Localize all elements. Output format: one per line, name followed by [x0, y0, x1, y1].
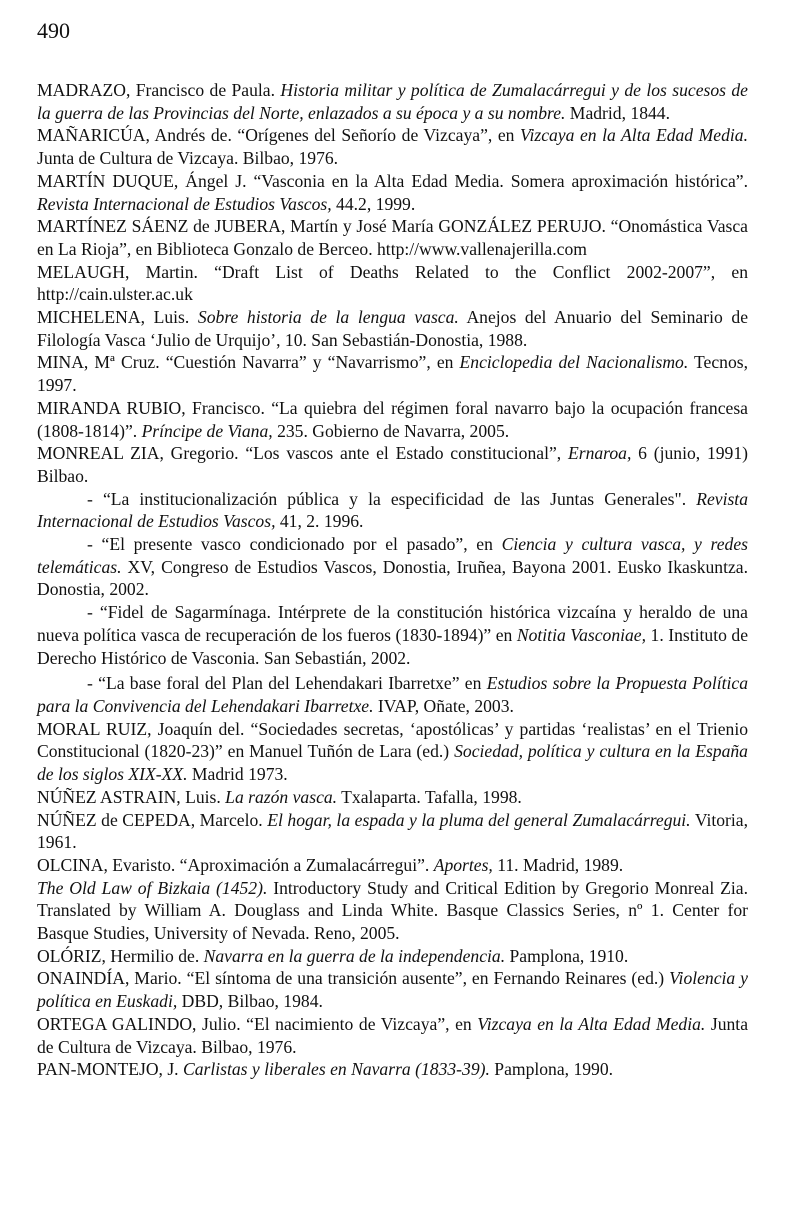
bibliography-entry: [37, 601, 748, 669]
bibliography-entry: [37, 672, 748, 717]
entry-text: NÚÑEZ de CEPEDA, Marcelo.: [37, 809, 268, 830]
entry-text: Pamplona, 1990.: [489, 1059, 614, 1080]
entry-text: MINA, Mª Cruz. “Cuestión Navarra” y “Navarrismo”, en: [37, 352, 460, 373]
entry-text: 41, 2. 1996.: [275, 511, 364, 532]
bibliography-entry: [37, 967, 748, 1012]
entry-text: - “La base foral del Plan del Lehendakari Ibarretxe” en: [87, 673, 487, 694]
entry-text: Madrid, 1844.: [565, 102, 670, 123]
entry-text: - “El presente vasco condicionado por el pasado”, en: [87, 534, 502, 555]
entry-text: Junta de Cultura de Vizcaya. Bilbao, 1976.: [37, 148, 339, 169]
entry-title-italic: Ernaroa,: [567, 443, 632, 464]
entry-text: MONREAL ZIA, Gregorio. “Los vascos ante el Estado constitucional”,: [37, 443, 568, 464]
bibliography-entry: [37, 1013, 748, 1058]
bibliography-entry: [37, 351, 748, 396]
entry-text: Anejos del Anuario del Seminario de Filología Vasca ‘Julio de Urquijo’, 10. San Sebastián-Donostia, 1988.: [37, 307, 749, 350]
bibliography-entry: [37, 442, 748, 487]
entry-text: - “La institucionalización pública y la especificidad de las Juntas Generales".: [87, 488, 697, 509]
bibliography-entry: [37, 945, 748, 968]
bibliography-entry: [37, 261, 748, 306]
bibliography-entry: [37, 786, 748, 809]
entry-text: XV, Congreso de Estudios Vascos, Donostia, Iruñea, Bayona 2001. Eusko Ikaskuntza. Donostia, 2002.: [37, 556, 748, 600]
entry-text: Pamplona, 1910.: [505, 945, 629, 966]
entry-text: MARTÍNEZ SÁENZ de JUBERA, Martín y José María GONZÁLEZ PERUJO. “Onomástica Vasca en La Rioja”, en Biblioteca Gonzalo de Berceo. http://www.vallenajerilla.com: [37, 216, 748, 259]
bibliography-entry: [37, 306, 748, 351]
entry-title-italic: Violencia y política en Euskadi,: [37, 968, 748, 1012]
entry-text: NÚÑEZ ASTRAIN, Luis.: [37, 786, 226, 807]
bibliography-entry: [37, 488, 748, 533]
entry-title-italic: Vizcaya en la Alta Edad Media.: [520, 125, 748, 146]
bibliography-entry: [37, 877, 748, 945]
bibliography-entry: [37, 397, 748, 442]
entry-text: ONAINDÍA, Mario. “El síntoma de una transición ausente”, en Fernando Reinares (ed.): [37, 968, 670, 989]
bibliography-entry: [37, 533, 748, 601]
entry-title-italic: La razón vasca.: [225, 786, 338, 807]
entry-text: MELAUGH, Martin. “Draft List of Deaths Related to the Conflict 2002-2007”, en http://cain.ulster.ac.uk: [37, 261, 748, 305]
entry-text: IVAP, Oñate, 2003.: [373, 695, 514, 716]
entry-title-italic: Vizcaya en la Alta Edad Media.: [477, 1013, 706, 1034]
entry-text: Vitoria, 1961.: [37, 809, 748, 853]
entry-text: DBD, Bilbao, 1984.: [177, 991, 323, 1012]
bibliography-entry: [37, 170, 748, 215]
entry-title-italic: Sociedad, política y cultura en la España de los siglos XIX-XX.: [37, 741, 748, 785]
entry-text: OLCINA, Evaristo. “Aproximación a Zumalacárregui”.: [37, 854, 434, 875]
entry-text: Junta de Cultura de Vizcaya. Bilbao, 1976.: [37, 1013, 749, 1057]
bibliography-entry: [37, 1058, 748, 1081]
bibliography-entry: [37, 79, 748, 124]
entry-text: MAÑARICÚA, Andrés de. “Orígenes del Señorío de Vizcaya”, en: [37, 125, 521, 146]
entry-text: Txalaparta. Tafalla, 1998.: [337, 786, 522, 807]
page-number: 490: [37, 18, 70, 43]
entry-text: Madrid 1973.: [187, 764, 288, 785]
entry-text: 6 (junio, 1991) Bilbao.: [37, 443, 749, 486]
entry-text: 235. Gobierno de Navarra, 2005.: [272, 420, 510, 441]
entry-title-italic: Enciclopedia del Nacionalismo.: [459, 352, 689, 373]
entry-text: 1. Instituto de Derecho Histórico de Vasconia. San Sebastián, 2002.: [37, 624, 748, 668]
entry-text: OLÓRIZ, Hermilio de.: [37, 945, 204, 966]
entry-text: Tecnos, 1997.: [37, 352, 748, 396]
entry-title-italic: El hogar, la espada y la pluma del general Zumalacárregui.: [267, 809, 691, 830]
entry-text: PAN-MONTEJO, J.: [37, 1059, 183, 1080]
entry-title-italic: Príncipe de Viana,: [141, 420, 273, 441]
entry-text: MICHELENA, Luis.: [37, 307, 198, 328]
entry-text: 11. Madrid, 1989.: [492, 854, 624, 875]
entry-title-italic: Carlistas y liberales en Navarra (1833-39).: [182, 1059, 490, 1080]
entry-title-italic: Historia militar y política de Zumalacárregui y de los sucesos de la guerra de las Provincias del Norte, enlazados a su época y a su nombre.: [37, 80, 748, 123]
entry-text: MORAL RUIZ, Joaquín del. “Sociedades secretas, ‘apostólicas’ y partidas ‘realistas’ en el Trienio Constitucional (1820-23)” en Manuel Tuñón de Lara (ed.): [37, 718, 748, 762]
entry-title-italic: Estudios sobre la Propuesta Política para la Convivencia del Lehendakari Ibarretxe.: [37, 673, 748, 716]
bibliography-entry: [37, 854, 748, 877]
entry-title-italic: Notitia Vasconiae,: [516, 624, 647, 645]
entry-title-italic: Revista Internacional de Estudios Vascos,: [37, 488, 748, 532]
entry-text: MADRAZO, Francisco de Paula.: [37, 80, 281, 100]
bibliography-entry: [37, 124, 748, 169]
entry-title-italic: Aportes,: [433, 854, 493, 875]
entry-text: 44.2, 1999.: [331, 193, 416, 214]
entry-title-italic: The Old Law of Bizkaia (1452).: [37, 877, 268, 898]
entry-text: MARTÍN DUQUE, Ángel J. “Vasconia en la Alta Edad Media. Somera aproximación histórica”.: [37, 170, 748, 191]
entry-text: MIRANDA RUBIO, Francisco. “La quiebra del régimen foral navarro bajo la ocupación francesa (1808-1814)”.: [37, 397, 748, 441]
bibliography-entry: [37, 718, 748, 786]
bibliography-entry: [37, 215, 748, 260]
entry-title-italic: Revista Internacional de Estudios Vascos,: [37, 193, 332, 214]
entry-text: - “Fidel de Sagarmínaga. Intérprete de la constitución histórica vizcaína y heraldo de una nueva política vasca de recuperación de los fueros (1830-1894)” en: [37, 602, 748, 645]
entry-title-italic: Navarra en la guerra de la independencia.: [203, 945, 506, 966]
bibliography-list: [37, 79, 748, 1081]
bibliography-entry: [37, 809, 748, 854]
entry-text: ORTEGA GALINDO, Julio. “El nacimiento de Vizcaya”, en: [37, 1013, 478, 1034]
entry-title-italic: Ciencia y cultura vasca, y redes telemáticas.: [37, 534, 748, 577]
entry-text: Introductory Study and Critical Edition by Gregorio Monreal Zia. Translated by William A. Douglass and Linda White. Basque Classics Series, nº 1. Center for Basque Studies, University of Nevada. Reno, 2005.: [37, 877, 748, 944]
entry-title-italic: Sobre historia de la lengua vasca.: [197, 307, 459, 328]
